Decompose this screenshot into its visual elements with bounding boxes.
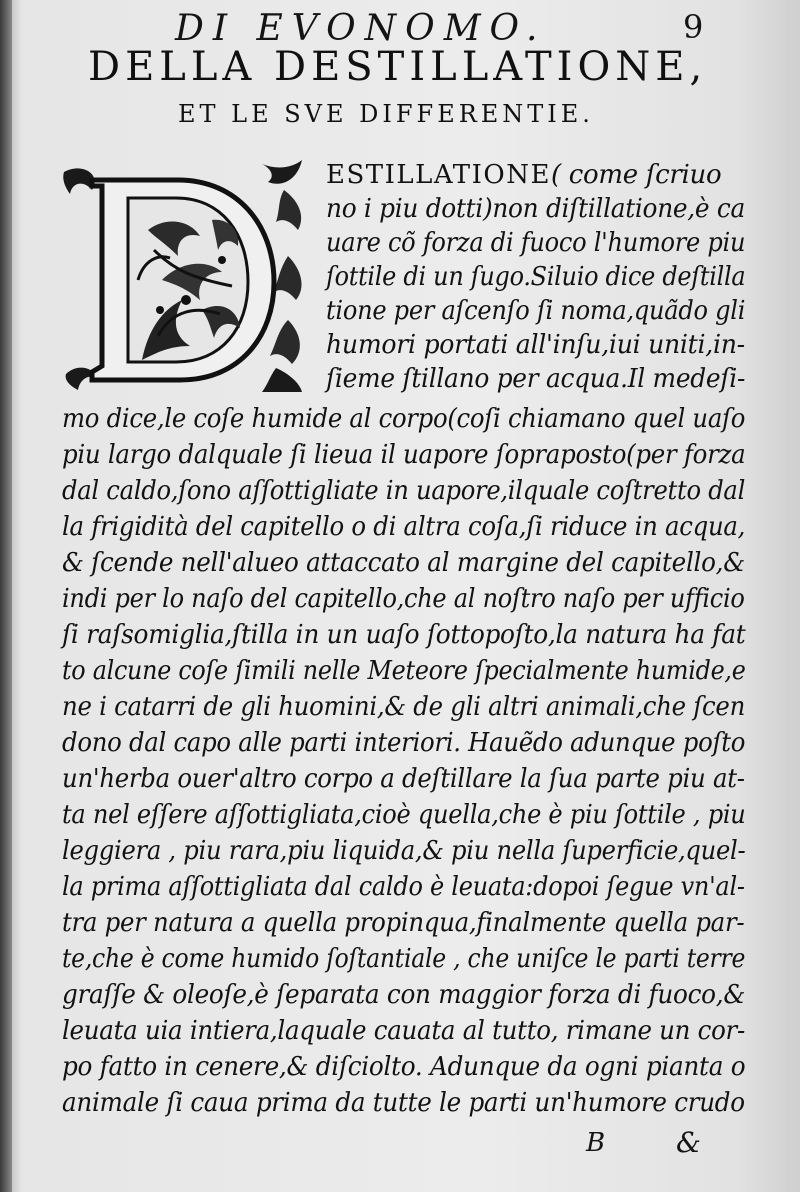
running-head: DI EVONOMO. [175,8,547,49]
initial-word-caps: ESTILLATIONE [326,160,551,190]
text-line: piu largo dalquale ſi lieua il uapore ſopraposto(per forza [62,440,746,470]
chapter-subtitle: ET LE SVE DIFFERENTIE. [178,100,594,128]
text-line: ſi raſsomiglia,ſtilla in un uaſo ſottopoſto,la natura ha fat [62,620,746,650]
text-line: mo dice,le coſe humide al corpo(coſi chiamano quel uaſo [62,404,746,434]
catchword: & [676,1126,701,1159]
text-line: ſottile di un ſugo.Siluio dice deſtilla [326,262,746,292]
text-line: un'herba ouer'altro corpo a deſtillare la ſua parte piu at- [62,764,745,794]
text-line: ta nel eſſere aſſottigliata,cioè quella,che è piu ſottile , piu [62,800,746,830]
text-line [326,160,721,190]
initial-word-rest: ( come ſcriuo [550,160,722,190]
text-line: uare cõ forza di fuoco l'humore piu [326,228,746,258]
text-line: dono dal capo alle parti interiori. Hauẽdo adunque poſto [62,728,746,758]
signature-mark: B [586,1128,606,1158]
text-line: indi per lo naſo del capitello,che al noſtro naſo per ufficio [62,584,745,614]
text-line: ſieme ſtillano per acqua.Il medeſi- [326,364,746,394]
text-line: no i piu dotti)non diſtillatione,è ca [326,194,745,224]
text-line: te,che è come humido ſoſtantiale , che uniſce le parti terre [62,944,746,974]
text-line: leggiera , piu rara,piu liquida,& piu nella ſuperficie,quel- [62,836,746,866]
text-line: tra per natura a quella propinqua,finalmente quella par- [62,908,745,938]
text-line: humori portati all'inſu,iui uniti,in- [326,330,745,360]
text-line: dal caldo,ſono aſſottigliate in uapore,ilquale coſtretto dal [62,476,746,506]
text-line: la prima aſſottigliata dal caldo è leuata:dopoi ſegue vn'al- [62,872,745,902]
binding-gutter [0,0,12,1192]
page-number: 9 [683,8,704,46]
text-line: leuata uia intiera,laquale cauata al tutto, rimane un cor- [62,1016,745,1046]
decorated-initial-d [62,160,308,392]
chapter-title: DELLA DESTILLATIONE, [88,44,708,90]
text-line: ne i catarri de gli huomini,& de gli altri animali,che ſcen [62,692,746,722]
text-line: to alcune coſe ſimili nelle Meteore ſpecialmente humide,e [62,656,746,686]
text-line: tione per aſcenſo ſi noma,quãdo gli [326,296,746,326]
text-line: animale ſi caua prima da tutte le parti un'humore crudo [62,1088,745,1118]
text-line: graſſe & oleoſe,è ſeparata con maggior forza di fuoco,& [62,980,746,1010]
text-line: po fatto in cenere,& diſciolto. Adunque da ogni pianta o [62,1052,746,1082]
text-line: la frigidità del capitello o di altra coſa,ſi riduce in acqua, [62,512,746,542]
text-line: & ſcende nell'alueo attaccato al margine del capitello,& [62,548,745,578]
